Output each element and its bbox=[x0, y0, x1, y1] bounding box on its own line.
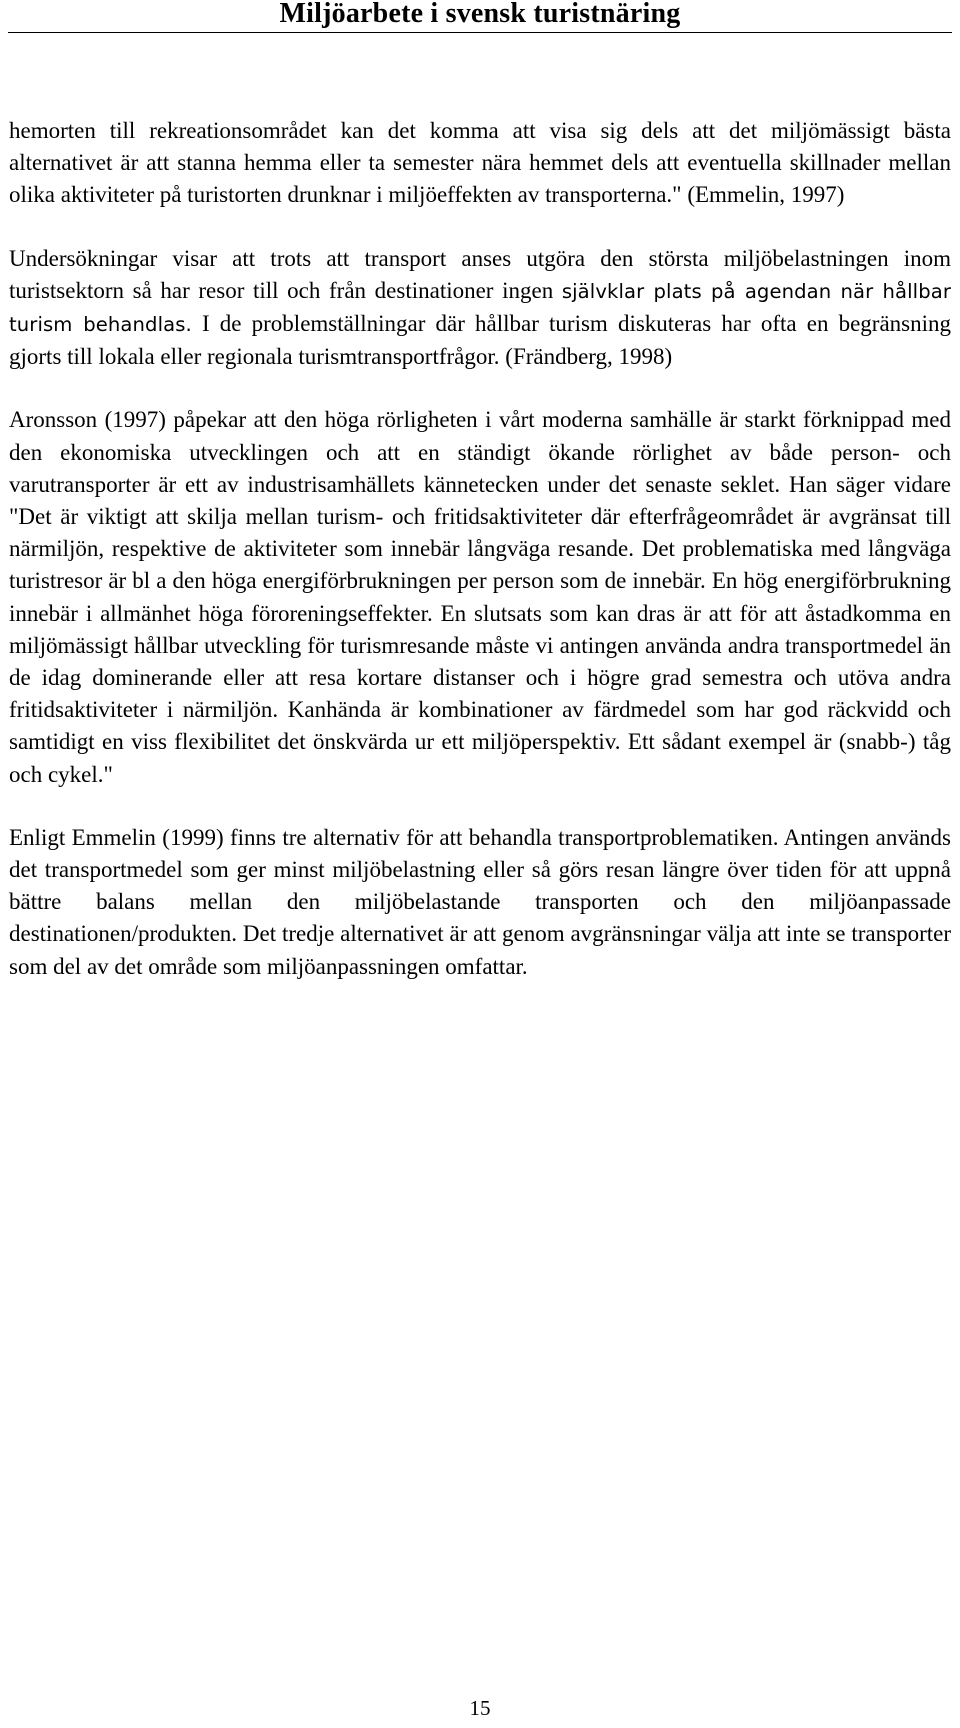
page-number: 15 bbox=[469, 1696, 491, 1720]
paragraph-4-text: Enligt Emmelin (1999) finns tre alternativ för att behandla transportproblematiken. Antingen används det transportmedel som ger minst miljöbelastning eller så görs resan längre över tiden för att uppnå bättre balans mellan den miljöbelastande transporten och den miljöanpassade destinationen/produkten. Det tredje alternativet är att genom avgränsningar välja att inte se transporter som del av det område som miljöanpassningen omfattar. bbox=[9, 824, 951, 979]
paragraph-3 bbox=[9, 404, 951, 790]
paragraph-3-text: Aronsson (1997) påpekar att den höga rörligheten i vårt moderna samhälle är starkt förknippad med den ekonomiska utvecklingen och att en ständigt ökande rörlighet av både person- och varutransporter är ett av industrisamhällets kännetecken under det senaste seklet. Han säger vidare "Det är viktigt att skilja mellan turism- och fritidsaktiviteter där efterfrågeområdet är avgränsat till närmiljön, respektive de aktiviteter som innebär långväga resande. Det problematiska med långväga turistresor är bl a den höga energiförbrukningen per person som de innebär. En hög energiförbrukning innebär i allmänhet höga föroreningseffekter. En slutsats som kan dras är att för att åstadkomma en miljömässigt hållbar utveckling för turismresande måste vi antingen använda andra transportmedel än de idag dominerande eller att resa kortare distanser och i högre grad semestra och utöva andra fritidsaktiviteter i närmiljön. Kanhända är kombinationer av färdmedel som har god räckvidd och samtidigt en viss flexibilitet det önskvärda ur ett miljöperspektiv. Ett sådant exempel är (snabb-) tåg och cykel." bbox=[9, 407, 951, 787]
header-title: Miljöarbete i svensk turistnäring bbox=[279, 0, 681, 29]
paragraph-2-text-b: I de problemställningar där hållbar turism diskuteras har ofta en begränsning gjorts till lokala eller regionala turismtransportfrågor. bbox=[9, 311, 951, 370]
paragraph-1 bbox=[9, 115, 951, 212]
paragraph-2 bbox=[9, 243, 951, 374]
paragraph-2-text-sans: självklar plats på agendan när hållbar turism behandlas. bbox=[9, 279, 951, 337]
running-header bbox=[8, 0, 952, 33]
citation-frandberg-1998: (Frändberg, 1998) bbox=[505, 344, 673, 370]
paragraph-1-text: hemorten till rekreationsområdet kan det komma att visa sig dels att det miljömässigt bästa alternativet är att stanna hemma eller ta semester nära hemmet dels att eventuella skillnader mellan olika aktiviteter på turistorten drunknar i miljöeffekten av transporterna." bbox=[9, 118, 951, 208]
citation-emmelin-1997: (Emmelin, 1997) bbox=[687, 182, 845, 208]
body-text bbox=[9, 115, 951, 1014]
paragraph-4 bbox=[9, 822, 951, 983]
paragraph-2-text-a: Undersökningar visar att trots att transport anses utgöra den största miljöbelastningen inom turistsektorn så har resor till och från destinationer ingen bbox=[9, 245, 951, 303]
